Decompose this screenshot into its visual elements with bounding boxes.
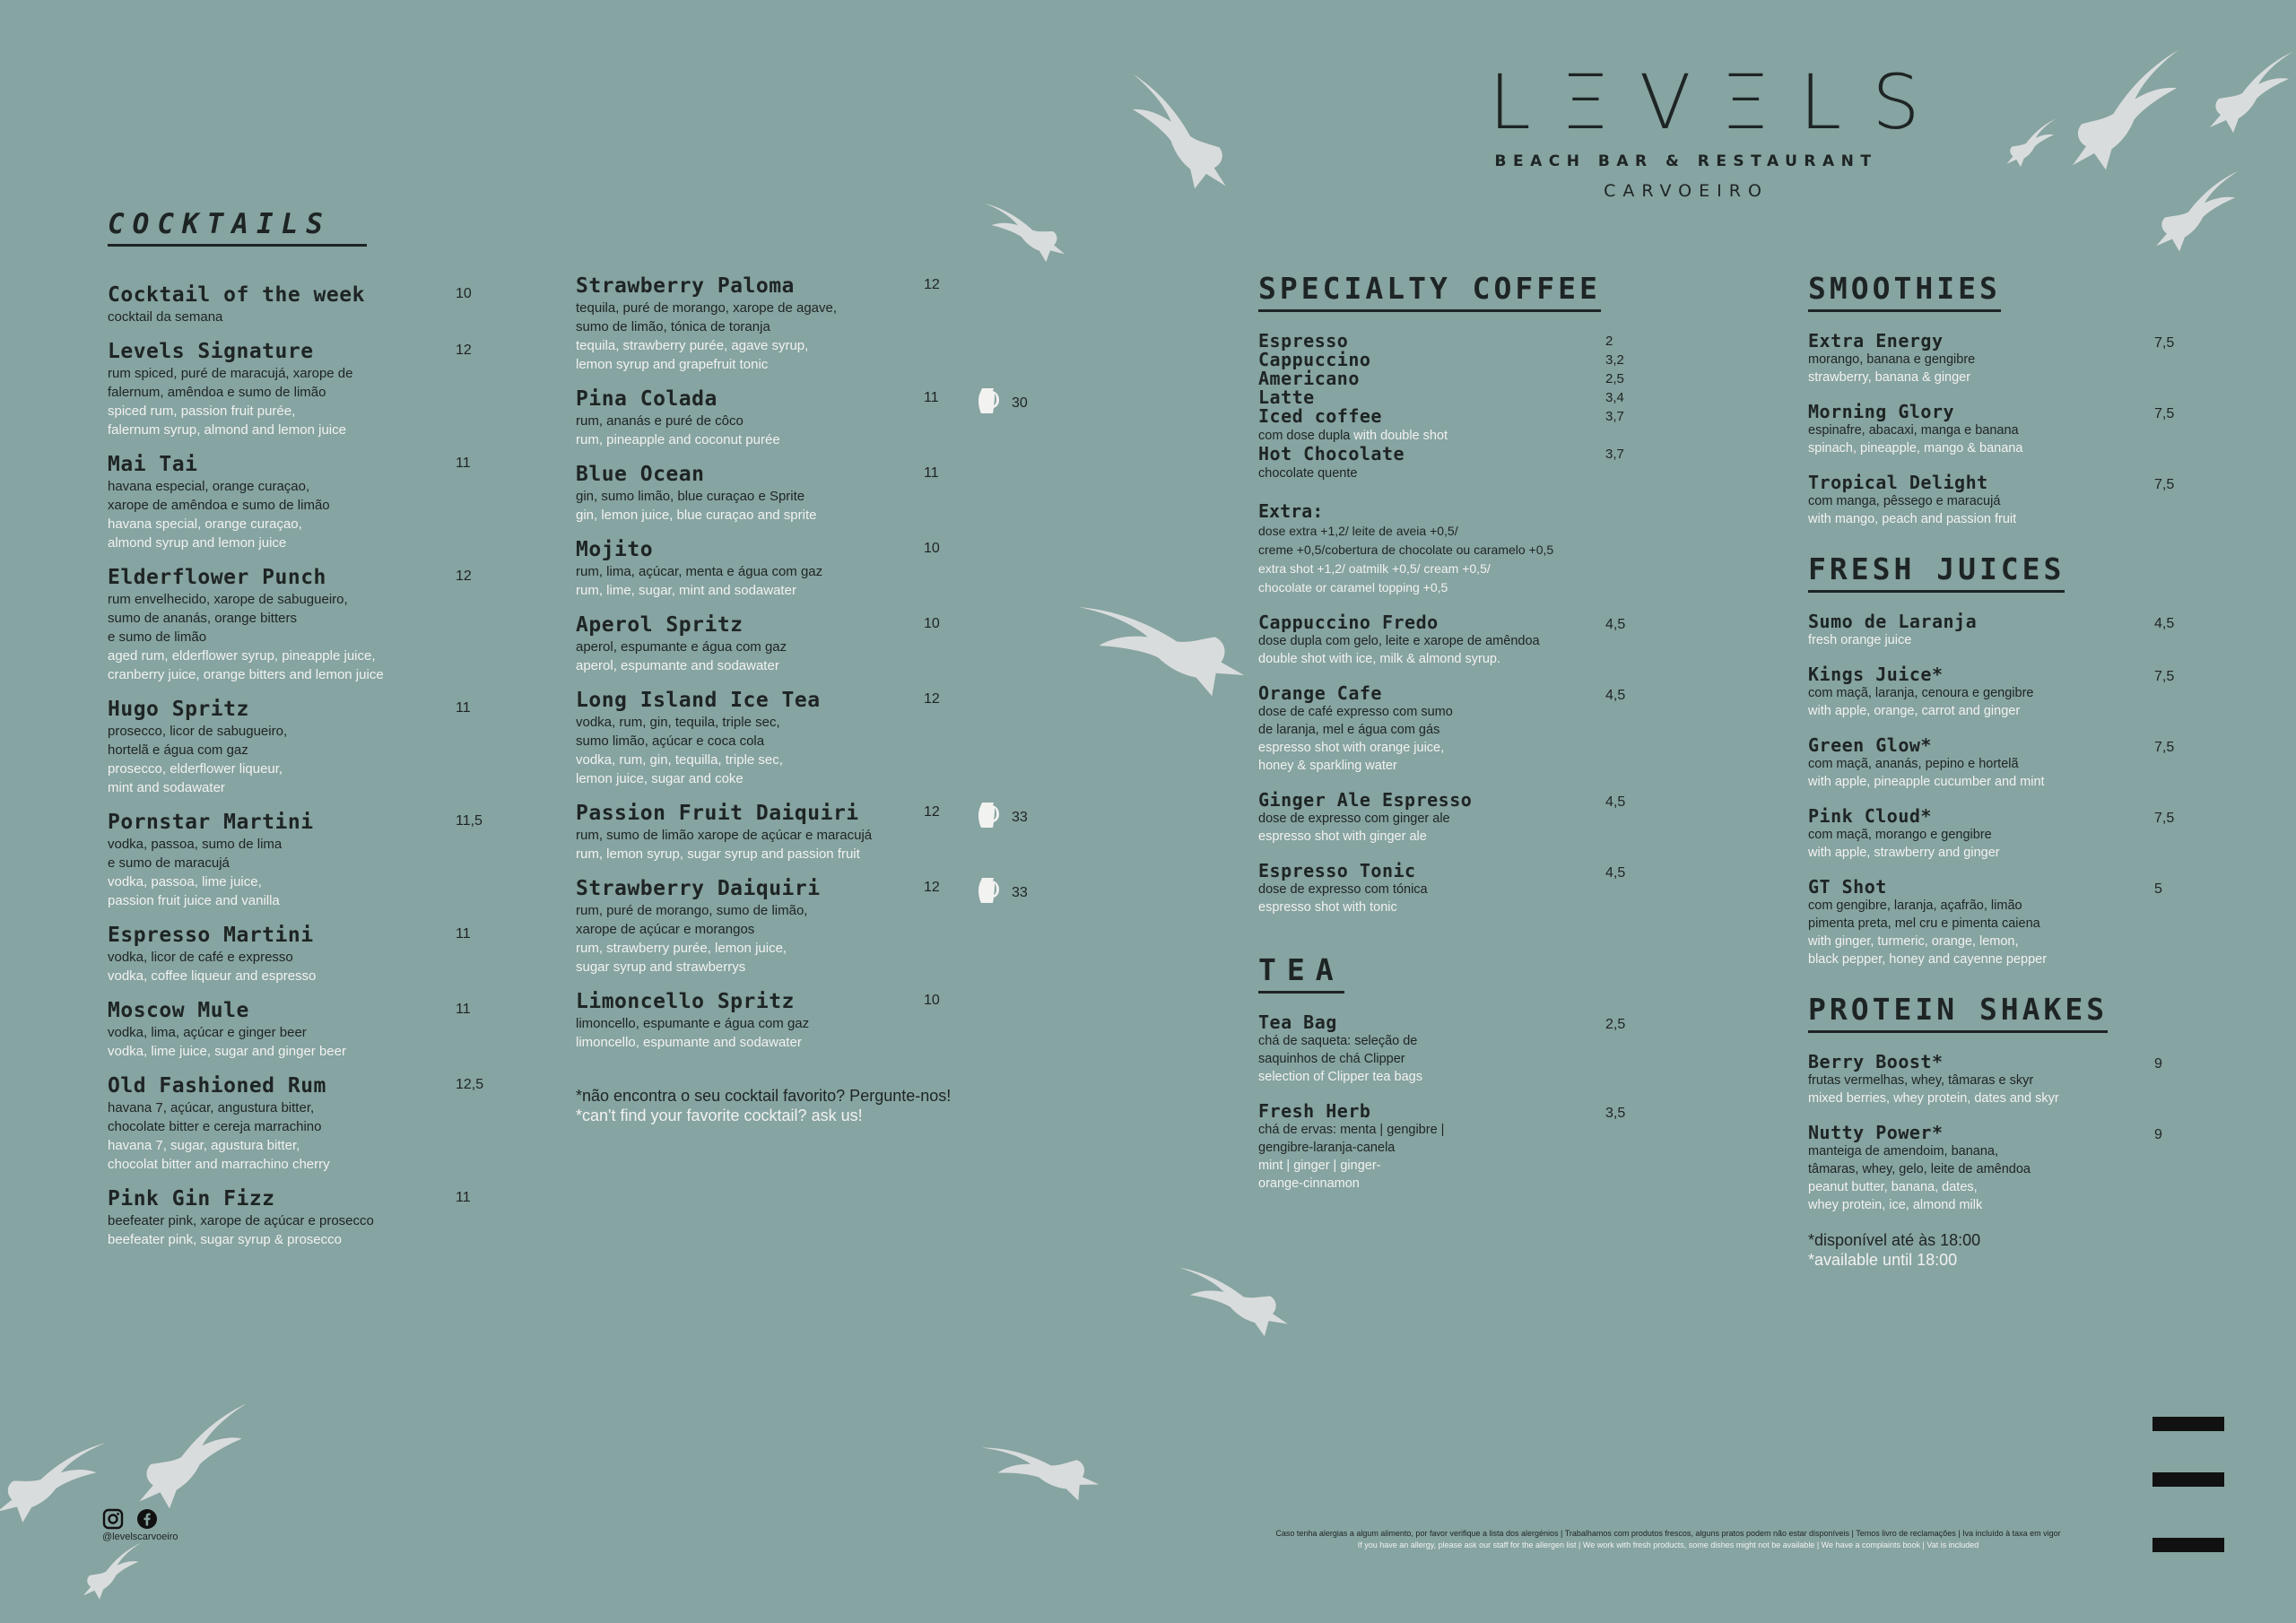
- menu-item-description-en: strawberry, banana & ginger: [1808, 370, 1971, 385]
- menu-item-description-pt: com maçã, ananás, pepino e hortelã: [1808, 757, 2019, 771]
- menu-item: [1258, 332, 1626, 351]
- menu-item-description-en: double shot with ice, milk & almond syrup.: [1258, 652, 1500, 666]
- menu-item: [1258, 684, 1626, 775]
- menu-item-description-en: with apple, orange, carrot and ginger: [1808, 704, 2021, 718]
- menu-item-price: 2,5: [1605, 1017, 1626, 1032]
- menu-item-description-en: with apple, pineapple cucumber and mint: [1808, 775, 2045, 789]
- menu-item-description-pt: frutas vermelhas, whey, tâmaras e skyr: [1808, 1073, 2034, 1088]
- menu-item-description-en: with apple, strawberry and ginger: [1808, 846, 2000, 860]
- menu-item-description-pt: chá de saqueta: seleção de: [1258, 1034, 1418, 1048]
- menu-item-price: 10: [924, 993, 940, 1008]
- drinks-section: [1808, 271, 2185, 1270]
- menu-item-price: 10: [924, 616, 940, 631]
- menu-item-name: Cappuccino Fredo: [1258, 612, 1439, 633]
- menu-item-description-pt: gin, sumo limão, blue curaçao e Sprite: [576, 489, 805, 504]
- smoothies-title: SMOOTHIES: [1808, 271, 2001, 312]
- menu-item: [108, 1073, 493, 1174]
- tea-title: TEA: [1258, 952, 1344, 994]
- swallow-illustration: [1058, 520, 1264, 763]
- menu-item-price: 12: [456, 568, 472, 584]
- menu-bar-decoration: [2152, 1417, 2224, 1431]
- menu-item: [576, 688, 1042, 788]
- menu-item-name: Levels Signature: [108, 340, 314, 363]
- menu-item-name: Ginger Ale Espresso: [1258, 789, 1473, 811]
- swallow-illustration: [2005, 112, 2058, 170]
- menu-item-description-en: vodka, passoa, lime juice,: [108, 874, 262, 890]
- menu-item: [1808, 878, 2185, 968]
- menu-item: [108, 565, 493, 684]
- menu-item-description-pt: saquinhos de chá Clipper: [1258, 1052, 1405, 1066]
- menu-item-description-en: mixed berries, whey protein, dates and skyr: [1808, 1091, 2059, 1106]
- menu-item-name: Espresso Tonic: [1258, 860, 1416, 881]
- cocktails-note: [576, 1086, 1042, 1125]
- menu-item-description-pt: limoncello, espumante e água com gaz: [576, 1016, 810, 1031]
- pitcher-price-value: 33: [1012, 884, 1028, 900]
- menu-item-description-en: with double shot: [1353, 429, 1448, 443]
- menu-item-name: Tropical Delight: [1808, 472, 1988, 493]
- menu-item: [1258, 862, 1626, 916]
- menu-item-description-en: prosecco, elderflower liqueur,: [108, 761, 283, 777]
- menu-item: [1808, 1124, 2185, 1214]
- menu-item: [1808, 665, 2185, 720]
- menu-item: [1258, 1102, 1626, 1193]
- menu-item-name: Limoncello Spritz: [576, 990, 795, 1013]
- menu-item-description-pt: vodka, rum, gin, tequila, triple sec,: [576, 715, 780, 730]
- menu-item-name: Espresso Martini: [108, 924, 314, 947]
- brand-location: CARVOEIRO: [1604, 181, 1769, 201]
- menu-item-name: Iced coffee: [1258, 405, 1382, 427]
- menu-item-price: 10: [456, 286, 472, 301]
- menu-item-price: 7,5: [2154, 740, 2175, 755]
- menu-item-description-pt: sumo limão, açúcar e coca cola: [576, 733, 765, 749]
- menu-item: [576, 386, 1042, 449]
- menu-item-price: 9: [2154, 1127, 2162, 1142]
- menu-item-price: 11: [456, 1002, 471, 1017]
- menu-item-price: 3,2: [1605, 352, 1624, 368]
- menu-item-description-en: sugar syrup and strawberrys: [576, 959, 746, 975]
- menu-item-price: 7,5: [2154, 477, 2175, 492]
- menu-item-price: 11: [456, 1190, 471, 1205]
- menu-item-price: 9: [2154, 1056, 2162, 1072]
- menu-item-price: 4,5: [2154, 616, 2175, 631]
- menu-item-description-en: falernum syrup, almond and lemon juice: [108, 422, 346, 438]
- menu-item-description-pt: com maçã, morango e gengibre: [1808, 828, 1992, 842]
- menu-item-description-pt: gengibre-laranja-canela: [1258, 1141, 1396, 1155]
- menu-item-description-pt: cocktail da semana: [108, 309, 223, 325]
- coffee-title: SPECIALTY COFFEE: [1258, 271, 1601, 312]
- menu-item-price: 3,5: [1605, 1106, 1626, 1121]
- menu-item-description-en: lemon juice, sugar and coke: [576, 771, 744, 786]
- menu-item-description-en: aged rum, elderflower syrup, pineapple juice,: [108, 648, 376, 664]
- menu-item-name: Passion Fruit Daiquiri: [576, 802, 859, 825]
- menu-item-name: Americano: [1258, 368, 1360, 389]
- facebook-icon[interactable]: [136, 1508, 158, 1530]
- menu-item-description-en: with ginger, turmeric, orange, lemon,: [1808, 934, 2019, 949]
- menu-item-description-en: with mango, peach and passion fruit: [1808, 512, 2017, 526]
- menu-item-description-pt: morango, banana e gengibre: [1808, 352, 1976, 367]
- menu-item-description-pt: dose de café expresso com sumo: [1258, 705, 1453, 719]
- pitcher-price: [978, 801, 1028, 834]
- menu-item-description-pt: e sumo de limão: [108, 629, 207, 645]
- menu-item-name: Hot Chocolate: [1258, 443, 1405, 464]
- brand-logo: [1489, 58, 1951, 201]
- coffee-extra-title: Extra:: [1258, 500, 1324, 522]
- menu-item: [1258, 369, 1626, 388]
- menu-item: [1258, 351, 1626, 369]
- cocktails-section-2: [576, 273, 1042, 1125]
- menu-item-price: 11: [924, 390, 939, 405]
- menu-item-description-en: vodka, coffee liqueur and espresso: [108, 968, 317, 984]
- swallow-illustration: [81, 1533, 144, 1605]
- menu-item-description-pt: hortelã e água com gaz: [108, 742, 248, 758]
- footer-pt: Caso tenha alergias a algum alimento, por favor verifique a lista dos alergénios | Trabalhamos com produtos frescos, alguns pratos podem não estar disponíveis | Temos livro de reclamações | Iva incluído à taxa em vigor: [1275, 1529, 2061, 1538]
- menu-item-description-en: spinach, pineapple, mango & banana: [1808, 441, 2023, 456]
- menu-item-price: 7,5: [2154, 811, 2175, 826]
- menu-item-description-en: fresh orange juice: [1808, 633, 1912, 647]
- menu-item-price: 10: [924, 541, 940, 556]
- menu-item-description-en: selection of Clipper tea bags: [1258, 1070, 1422, 1084]
- menu-item: [1258, 445, 1626, 482]
- menu-item-price: 11: [456, 456, 471, 471]
- menu-item-description: [1258, 426, 1626, 445]
- cocktails-title: COCKTAILS: [108, 208, 367, 247]
- menu-item-price: 12: [456, 343, 472, 358]
- menu-item-description-pt: de laranja, mel e água com gás: [1258, 723, 1440, 737]
- menu-item-description-en: espresso shot with orange juice,: [1258, 741, 1445, 755]
- menu-item-description-pt: com maçã, laranja, cenoura e gengibre: [1808, 686, 2034, 700]
- cocktails-list-2: [576, 273, 1042, 1052]
- menu-item-description: [1258, 464, 1626, 482]
- menu-item-price: 3,7: [1605, 447, 1624, 462]
- tea-list: [1258, 1013, 1626, 1193]
- menu-item-name: Tea Bag: [1258, 1011, 1337, 1033]
- social-handle: @levelscarvoeiro: [102, 1532, 178, 1542]
- menu-item-price: 11: [924, 465, 939, 481]
- menu-item-description-en: beefeater pink, sugar syrup & prosecco: [108, 1232, 342, 1247]
- menu-item-description-pt: com manga, pêssego e maracujá: [1808, 494, 2001, 508]
- protein-title: PROTEIN SHAKES: [1808, 992, 2108, 1033]
- swallow-illustration: [135, 1381, 251, 1524]
- menu-item-description-pt: tâmaras, whey, gelo, leite de amêndoa: [1808, 1162, 2031, 1176]
- menu-item-description-en: rum, pineapple and coconut purée: [576, 432, 780, 447]
- menu-item-price: 2: [1605, 334, 1613, 349]
- menu-item-price: 4,5: [1605, 794, 1626, 810]
- menu-item: [576, 273, 1042, 374]
- menu-item: [1258, 407, 1626, 445]
- menu-item-description-en: black pepper, honey and cayenne pepper: [1808, 952, 2048, 967]
- pitcher-price: [978, 876, 1028, 909]
- menu-item-description-en: honey & sparkling water: [1258, 759, 1397, 773]
- extra-pt-line: creme +0,5/cobertura de chocolate ou caramelo +0,5: [1258, 542, 1554, 557]
- menu-item-name: Strawberry Paloma: [576, 274, 795, 298]
- menu-item: [1808, 1053, 2185, 1107]
- menu-item-price: 12: [924, 691, 940, 707]
- footer-en: If you have an allergy, please ask our staff for the allergen list | We work with fresh products, some dishes might not be available | We have a complaints book | Vat is included: [1357, 1541, 1979, 1549]
- menu-item-description-pt: sumo de ananás, orange bitters: [108, 611, 297, 626]
- cocktails-note-pt: *não encontra o seu cocktail favorito? Pergunte-nos!: [576, 1087, 952, 1105]
- menu-item: [108, 697, 493, 797]
- menu-item-name: Extra Energy: [1808, 330, 1944, 352]
- menu-item-name: Nutty Power*: [1808, 1122, 1944, 1143]
- menu-item: [1258, 613, 1626, 668]
- protein-list: [1808, 1053, 2185, 1214]
- menu-item-description-en: mint | ginger | ginger-: [1258, 1159, 1381, 1173]
- menu-item-description-en: spiced rum, passion fruit purée,: [108, 404, 296, 419]
- menu-item-name: Green Glow*: [1808, 734, 1932, 756]
- menu-item: [1258, 388, 1626, 407]
- pitcher-icon: [978, 386, 1001, 420]
- menu-item-name: Blue Ocean: [576, 463, 705, 486]
- menu-item-description-en: aperol, espumante and sodawater: [576, 658, 779, 673]
- menu-item: [1808, 332, 2185, 386]
- menu-item-name: Pornstar Martini: [108, 811, 314, 834]
- menu-item-name: Strawberry Daiquiri: [576, 877, 821, 900]
- menu-item: [1808, 736, 2185, 791]
- cocktails-section: [108, 208, 493, 1262]
- menu-item-description-en: havana 7, sugar, agustura bitter,: [108, 1138, 300, 1153]
- menu-item-description-pt: e sumo de maracujá: [108, 855, 230, 871]
- menu-item-name: Berry Boost*: [1808, 1051, 1944, 1072]
- menu-item-description-en: mint and sodawater: [108, 780, 225, 795]
- menu-item-name: GT Shot: [1808, 876, 1887, 898]
- menu-item: [1808, 473, 2185, 528]
- menu-item-description-en: lemon syrup and grapefruit tonic: [576, 357, 769, 372]
- menu-item-description-pt: vodka, passoa, sumo de lima: [108, 837, 283, 852]
- instagram-icon[interactable]: [102, 1508, 124, 1530]
- menu-item-description-en: havana special, orange curaçao,: [108, 516, 302, 532]
- cocktails-note-en: *can't find your favorite cocktail? ask us!: [576, 1107, 863, 1124]
- menu-item-price: 12: [924, 880, 940, 895]
- menu-item-description-pt: vodka, lima, açúcar e ginger beer: [108, 1025, 307, 1040]
- menu-item-description-pt: chá de ervas: menta | gengibre |: [1258, 1123, 1445, 1137]
- menu-item-description-pt: pimenta preta, mel cru e pimenta caiena: [1808, 916, 2040, 931]
- menu-item-description-pt: rum, ananás e puré de côco: [576, 413, 744, 429]
- menu-item: [108, 1186, 493, 1249]
- allergen-footer: [1256, 1528, 2081, 1551]
- menu-item-description-pt: dose dupla com gelo, leite e xarope de amêndoa: [1258, 634, 1540, 648]
- menu-item: [108, 452, 493, 552]
- menu-item: [1808, 807, 2185, 862]
- pitcher-icon: [978, 801, 1001, 834]
- menu-item-description-pt: chocolate quente: [1258, 466, 1358, 481]
- menu-item: [576, 537, 1042, 600]
- coffee-section: [1258, 271, 1626, 1209]
- menu-item-description-en: orange-cinnamon: [1258, 1176, 1360, 1191]
- menu-item-description-pt: rum, lima, açúcar, menta e água com gaz: [576, 564, 823, 579]
- coffee-extra-text: [1258, 522, 1626, 597]
- menu-item: [576, 612, 1042, 675]
- menu-item-description-pt: vodka, licor de café e expresso: [108, 950, 293, 965]
- menu-item-description-pt: aperol, espumante e água com gaz: [576, 639, 787, 655]
- menu-item-description-en: peanut butter, banana, dates,: [1808, 1180, 1978, 1194]
- menu-item-description-en: cranberry juice, orange bitters and lemon juice: [108, 667, 384, 682]
- coffee-simple-list: [1258, 332, 1626, 482]
- menu-item-description-pt: havana especial, orange curaçao,: [108, 479, 310, 494]
- swallow-illustration: [1114, 65, 1246, 196]
- menu-item-price: 11,5: [456, 813, 483, 829]
- menu-item-price: 7,5: [2154, 335, 2175, 351]
- swallow-illustration: [1170, 1222, 1297, 1369]
- brand-subtitle: BEACH BAR & RESTAURANT: [1494, 152, 1878, 170]
- menu-item-price: 5: [2154, 881, 2162, 897]
- pitcher-price: [978, 386, 1028, 420]
- menu-item: [108, 339, 493, 439]
- menu-item-name: Cappuccino: [1258, 349, 1371, 370]
- menu-item-description-en: vodka, rum, gin, tequilla, triple sec,: [576, 752, 783, 768]
- extra-en-line: extra shot +1,2/ oatmilk +0,5/ cream +0,5/: [1258, 561, 1491, 576]
- swallow-illustration: [970, 1388, 1112, 1543]
- menu-item-price: 3,4: [1605, 390, 1624, 405]
- menu-item-name: Morning Glory: [1808, 401, 1955, 422]
- menu-item-name: Elderflower Punch: [108, 566, 326, 589]
- menu-item: [108, 923, 493, 985]
- menu-item: [108, 810, 493, 910]
- menu-item-name: Sumo de Laranja: [1808, 611, 1978, 632]
- menu-item-description-en: rum, lemon syrup, sugar syrup and passion fruit: [576, 846, 860, 862]
- menu-item-description-en: chocolat bitter and marrachino cherry: [108, 1157, 330, 1172]
- menu-item: [1808, 612, 2185, 649]
- menu-item: [108, 998, 493, 1061]
- menu-item-price: 4,5: [1605, 688, 1626, 703]
- menu-item-description-pt: dose de expresso com ginger ale: [1258, 812, 1450, 826]
- menu-item-name: Old Fashioned Rum: [108, 1074, 326, 1098]
- menu-item-price: 11: [456, 700, 471, 716]
- menu-item: [1258, 1013, 1626, 1086]
- juices-title: FRESH JUICES: [1808, 551, 2065, 593]
- menu-item: [576, 801, 1042, 864]
- pitcher-icon: [978, 876, 1001, 909]
- juices-list: [1808, 612, 2185, 968]
- menu-item-description-en: rum, lime, sugar, mint and sodawater: [576, 583, 796, 598]
- menu-item-description-pt: rum, puré de morango, sumo de limão,: [576, 903, 808, 918]
- menu-item-description-pt: rum envelhecido, xarope de sabugueiro,: [108, 592, 348, 607]
- menu-item-name: Orange Cafe: [1258, 682, 1382, 704]
- menu-item-description-pt: rum, sumo de limão xarope de açúcar e maracujá: [576, 828, 873, 843]
- menu-item-name: Espresso: [1258, 330, 1349, 352]
- menu-item-description-pt: havana 7, açúcar, angustura bitter,: [108, 1100, 315, 1115]
- menu-item-description-pt: chocolate bitter e cereja marrachino: [108, 1119, 322, 1134]
- swallow-illustration: [2152, 161, 2242, 256]
- menu-item-description-pt: beefeater pink, xarope de açúcar e prosecco: [108, 1213, 374, 1228]
- menu-item-description-pt: com gengibre, laranja, açafrão, limão: [1808, 898, 2022, 913]
- menu-item-description-pt: rum spiced, puré de maracujá, xarope de: [108, 366, 353, 381]
- menu-item-price: 4,5: [1605, 617, 1626, 632]
- menu-item-description-en: espresso shot with ginger ale: [1258, 829, 1427, 844]
- menu-item-description-pt: xarope de açúcar e morangos: [576, 922, 755, 937]
- smoothies-list: [1808, 332, 2185, 528]
- menu-item-description-en: whey protein, ice, almond milk: [1808, 1198, 1983, 1212]
- menu-item: [1258, 791, 1626, 846]
- menu-item-name: Cocktail of the week: [108, 283, 365, 307]
- menu-item-name: Pink Gin Fizz: [108, 1187, 275, 1211]
- menu-item-name: Pina Colada: [576, 387, 718, 411]
- menu-item-name: Mojito: [576, 538, 654, 561]
- menu-item-name: Moscow Mule: [108, 999, 249, 1022]
- menu-item-description-pt: prosecco, licor de sabugueiro,: [108, 724, 288, 739]
- menu-item-price: 7,5: [2154, 669, 2175, 684]
- menu-item-description-en: vodka, lime juice, sugar and ginger beer: [108, 1044, 346, 1059]
- social-links: [102, 1508, 178, 1542]
- menu-item-name: Aperol Spritz: [576, 613, 744, 637]
- menu-item-name: Pink Cloud*: [1808, 805, 1932, 827]
- menu-item-description-pt: espinafre, abacaxi, manga e banana: [1808, 423, 2019, 438]
- pitcher-price-value: 30: [1012, 395, 1028, 411]
- extra-en-line: chocolate or caramel topping +0,5: [1258, 580, 1448, 595]
- menu-item-description-en: tequila, strawberry purée, agave syrup,: [576, 338, 809, 353]
- menu-item-price: 4,5: [1605, 865, 1626, 881]
- menu-item-description-pt: dose de expresso com tónica: [1258, 882, 1428, 897]
- menu-item-price: 3,7: [1605, 409, 1624, 424]
- menu-item-description-pt: falernum, amêndoa e sumo de limão: [108, 385, 326, 400]
- menu-item: [1808, 403, 2185, 457]
- menu-item-description-en: passion fruit juice and vanilla: [108, 893, 280, 908]
- protein-note-en: *available until 18:00: [1808, 1251, 1958, 1269]
- menu-item: [576, 462, 1042, 525]
- menu-item-price: 2,5: [1605, 371, 1624, 386]
- menu-item: [576, 876, 1042, 976]
- menu-item-name: Hugo Spritz: [108, 698, 249, 721]
- protein-note-pt: *disponível até às 18:00: [1808, 1231, 1981, 1249]
- menu-item-description-en: almond syrup and lemon juice: [108, 535, 287, 551]
- menu-item: [108, 282, 493, 326]
- menu-item-name: Long Island Ice Tea: [576, 689, 821, 712]
- menu-item-description-en: espresso shot with tonic: [1258, 900, 1397, 915]
- protein-note: [1808, 1230, 2185, 1270]
- cocktails-list-1: [108, 282, 493, 1249]
- menu-item-description-en: rum, strawberry purée, lemon juice,: [576, 941, 787, 956]
- menu-item-description-en: limoncello, espumante and sodawater: [576, 1035, 802, 1050]
- menu-item-description-pt: manteiga de amendoim, banana,: [1808, 1144, 1999, 1159]
- menu-item-description-pt: com dose dupla: [1258, 429, 1351, 443]
- brand-wordmark: LΞVΞLS: [1489, 58, 1951, 146]
- menu-item: [576, 989, 1042, 1052]
- menu-item-price: 7,5: [2154, 406, 2175, 421]
- menu-item-price: 11: [456, 926, 471, 942]
- swallow-illustration: [2206, 9, 2296, 170]
- menu-item-description-pt: sumo de limão, tónica de toranja: [576, 319, 770, 334]
- menu-item-description-pt: tequila, puré de morango, xarope de agave,: [576, 300, 838, 316]
- menu-bar-decoration: [2152, 1538, 2224, 1552]
- menu-item-price: 12: [924, 804, 940, 820]
- swallow-illustration: [979, 178, 1070, 279]
- menu-item-price: 12: [924, 277, 940, 292]
- menu-bar-decoration: [2152, 1472, 2224, 1487]
- menu-item-description-pt: xarope de amêndoa e sumo de limão: [108, 498, 330, 513]
- coffee-list: [1258, 613, 1626, 916]
- menu-item-name: Kings Juice*: [1808, 664, 1944, 685]
- menu-item-name: Fresh Herb: [1258, 1100, 1371, 1122]
- extra-pt-line: dose extra +1,2/ leite de aveia +0,5/: [1258, 524, 1458, 538]
- pitcher-price-value: 33: [1012, 809, 1028, 825]
- menu-item-name: Latte: [1258, 386, 1315, 408]
- menu-item-price: 12,5: [456, 1077, 484, 1092]
- menu-item-description-en: gin, lemon juice, blue curaçao and sprite: [576, 508, 817, 523]
- menu-item-name: Mai Tai: [108, 453, 198, 476]
